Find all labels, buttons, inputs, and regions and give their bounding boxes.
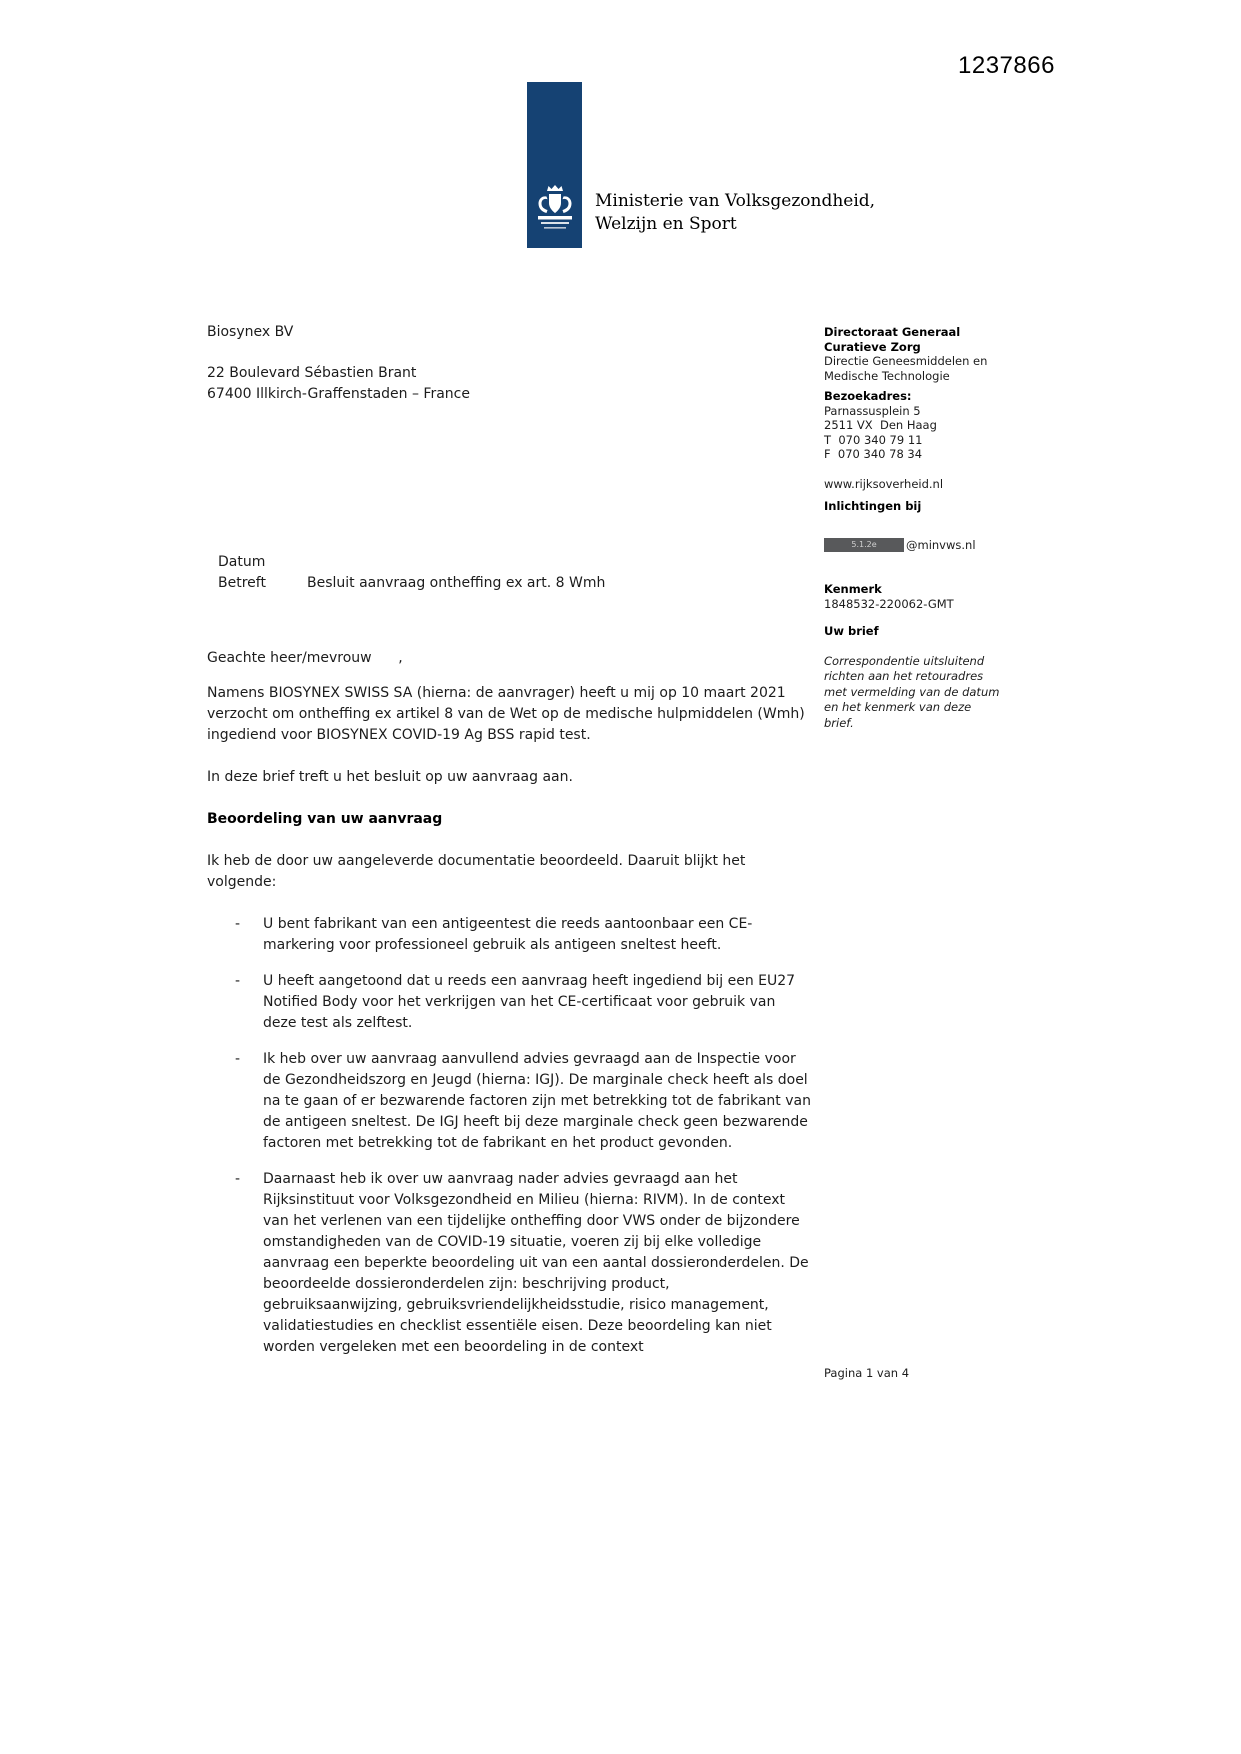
contact-email-row (824, 538, 1004, 553)
recipient-city: 67400 Illkirch-Graffenstaden – France (207, 386, 470, 402)
paragraph-2: In deze brief treft u het besluit op uw aanvraag aan. (207, 769, 573, 785)
directorate-line1: Directoraat Generaal (824, 325, 961, 339)
section-heading-beoordeling: Beoordeling van uw aanvraag (207, 811, 443, 827)
visit-address-label: Bezoekadres: (824, 389, 912, 403)
paragraph-3: Ik heb de door uw aangeleverde documentatie beoordeeld. Daaruit blijkt het volgende: (207, 853, 746, 890)
reference-value: 1848532-220062-GMT (824, 596, 954, 611)
betreft-label: Betreft (218, 575, 266, 591)
reference-label: Kenmerk (824, 582, 882, 596)
correspondence-note: Correspondentie uitsluitend richten aan het retouradres met vermelding van de datum en het kenmerk van deze brief. (824, 653, 1004, 730)
letter-sidebar (824, 325, 1004, 731)
bullet-item-1: - U bent fabrikant van een antigeentest die reeds aantoonbaar een CE-markering voor professioneel gebruik als antigeen sneltest heeft. (207, 914, 811, 956)
bullet-item-3: - Ik heb over uw aanvraag aanvullend advies gevraagd aan de Inspectie voor de Gezondheidszorg en Jeugd (hierna: IGJ). De marginale check heeft als doel na te gaan of er bezwarende factoren zijn met betrekking tot de fabrikant van de antigeen sneltest. De IGJ heeft bij deze marginale check geen bezwarende factoren met betrekking tot de fabrikant en het product gevonden. (207, 1049, 811, 1154)
ministry-name-line2: Welzijn en Sport (595, 214, 737, 234)
visit-address-street: Parnassusplein 5 (824, 403, 921, 418)
meta-row-betreft (218, 573, 811, 594)
your-letter-label: Uw brief (824, 624, 879, 638)
letter-meta (207, 552, 811, 594)
phone-number: T 070 340 79 11 (824, 432, 923, 447)
email-suffix: @minvws.nl (906, 537, 976, 552)
directorate-line2: Curatieve Zorg (824, 339, 921, 354)
bullet-list (207, 914, 811, 1358)
directie-line2: Medische Technologie (824, 368, 950, 383)
document-number: 1237866 (958, 52, 1055, 79)
recipient-street: 22 Boulevard Sébastien Brant (207, 365, 417, 381)
website-url: www.rijksoverheid.nl (824, 476, 944, 491)
paragraph-1: Namens BIOSYNEX SWISS SA (hierna: de aanvrager) heeft u mij op 10 maart 2021 verzocht om ontheffing ex artikel 8 van de Wet op de medische hulpmiddelen (Wmh) ingediend voor BIOSYNEX COVID-19 Ag BSS rapid test. (207, 685, 805, 743)
fax-number: F 070 340 78 34 (824, 447, 923, 461)
salutation: Geachte heer/mevrouw , (207, 650, 403, 666)
inquiries-label: Inlichtingen bij (824, 499, 922, 513)
directie-line1: Directie Geneesmiddelen en (824, 354, 988, 368)
meta-row-datum (218, 552, 811, 573)
redaction-bar: 5.1.2e (824, 538, 904, 552)
betreft-value: Besluit aanvraag ontheffing ex art. 8 Wmh (307, 575, 606, 591)
recipient-address-block (207, 322, 470, 405)
datum-label: Datum (218, 554, 266, 570)
rijksoverheid-crest-icon (533, 183, 577, 241)
bullet-item-2: - U heeft aangetoond dat u reeds een aanvraag heeft ingediend bij een EU27 Notified Body voor het verkrijgen van het CE-certificaat voor gebruik van deze test als zelftest. (207, 971, 811, 1034)
ministry-logo-banner (527, 82, 582, 248)
ministry-name-line1: Ministerie van Volksgezondheid, (595, 191, 876, 211)
visit-address-city: 2511 VX Den Haag (824, 418, 937, 432)
page-number: Pagina 1 van 4 (824, 1366, 910, 1380)
letter-body (207, 552, 811, 1373)
ministry-name (595, 190, 875, 236)
bullet-item-4: - Daarnaast heb ik over uw aanvraag nader advies gevraagd aan het Rijksinstituut voor Volksgezondheid en Milieu (hierna: RIVM). In de context van het verlenen van een tijdelijke ontheffing door VWS onder de bijzondere omstandigheden van de COVID-19 situatie, voeren zij bij elke volledige aanvraag een beperkte beoordeling uit van een aantal dossieronderdelen. De beoordeelde dossieronderdelen zijn: beschrijving product, gebruiksaanwijzing, gebruiksvriendelijkheidsstudie, risico management, validatiestudies en checklist essentiële eisen. Deze beoordeling kan niet worden vergeleken met een beoordeling in de context (207, 1169, 811, 1358)
recipient-name: Biosynex BV (207, 324, 294, 340)
